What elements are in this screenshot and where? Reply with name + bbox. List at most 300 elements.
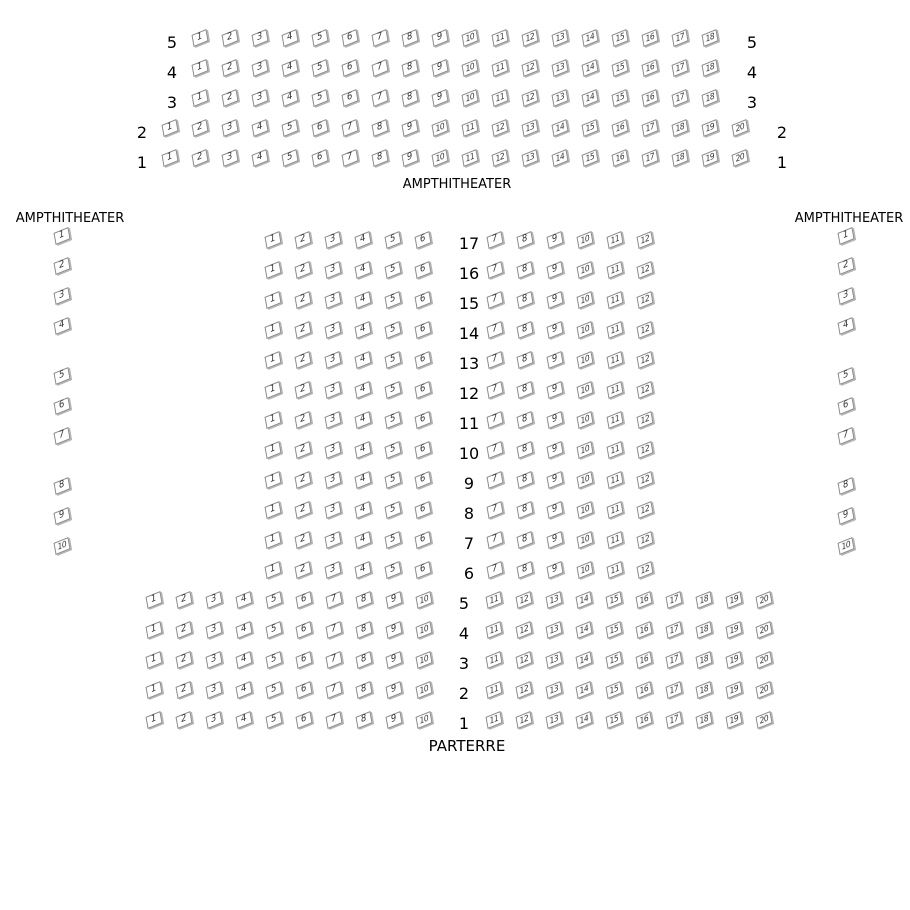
parterre-seat[interactable]: 11 bbox=[607, 411, 624, 429]
amphitheater-top-seat[interactable]: 17 bbox=[672, 29, 689, 47]
parterre-seat[interactable]: 9 bbox=[547, 261, 564, 279]
amphitheater-top-seat[interactable]: 3 bbox=[222, 149, 239, 167]
amphitheater-top-seat[interactable]: 6 bbox=[312, 119, 329, 137]
parterre-seat[interactable]: 3 bbox=[325, 501, 342, 519]
amphitheater-top-seat[interactable]: 10 bbox=[462, 89, 479, 107]
parterre-seat[interactable]: 13 bbox=[546, 711, 563, 729]
parterre-seat[interactable]: 17 bbox=[666, 651, 683, 669]
amphitheater-top-seat[interactable]: 13 bbox=[552, 29, 569, 47]
parterre-seat[interactable]: 19 bbox=[726, 651, 743, 669]
amphitheater-top-seat[interactable]: 14 bbox=[552, 149, 569, 167]
amphitheater-top-seat[interactable]: 4 bbox=[282, 59, 299, 77]
parterre-seat[interactable]: 16 bbox=[636, 711, 653, 729]
parterre-seat[interactable]: 9 bbox=[386, 621, 403, 639]
parterre-seat[interactable]: 10 bbox=[577, 441, 594, 459]
amphitheater-top-seat[interactable]: 15 bbox=[612, 59, 629, 77]
parterre-seat[interactable]: 9 bbox=[547, 291, 564, 309]
amphitheater-top-seat[interactable]: 6 bbox=[312, 149, 329, 167]
parterre-seat[interactable]: 18 bbox=[696, 621, 713, 639]
parterre-seat[interactable]: 18 bbox=[696, 651, 713, 669]
parterre-seat[interactable]: 11 bbox=[607, 531, 624, 549]
parterre-seat[interactable]: 12 bbox=[516, 621, 533, 639]
parterre-seat[interactable]: 14 bbox=[576, 621, 593, 639]
parterre-seat[interactable]: 1 bbox=[265, 381, 282, 399]
parterre-seat[interactable]: 2 bbox=[295, 531, 312, 549]
amphitheater-top-seat[interactable]: 18 bbox=[702, 59, 719, 77]
parterre-seat[interactable]: 5 bbox=[385, 471, 402, 489]
parterre-seat[interactable]: 12 bbox=[637, 501, 654, 519]
parterre-seat[interactable]: 4 bbox=[355, 561, 372, 579]
amphitheater-top-seat[interactable]: 9 bbox=[432, 59, 449, 77]
parterre-seat[interactable]: 20 bbox=[756, 711, 773, 729]
parterre-seat[interactable]: 1 bbox=[146, 711, 163, 729]
parterre-seat[interactable]: 11 bbox=[607, 321, 624, 339]
parterre-seat[interactable]: 8 bbox=[356, 651, 373, 669]
parterre-seat[interactable]: 5 bbox=[385, 501, 402, 519]
parterre-seat[interactable]: 10 bbox=[577, 411, 594, 429]
amphitheater-top-seat[interactable]: 19 bbox=[702, 149, 719, 167]
amphitheater-right-seat[interactable]: 3 bbox=[838, 287, 855, 305]
amphitheater-top-seat[interactable]: 9 bbox=[432, 29, 449, 47]
parterre-seat[interactable]: 4 bbox=[355, 471, 372, 489]
parterre-seat[interactable]: 9 bbox=[547, 411, 564, 429]
parterre-seat[interactable]: 9 bbox=[547, 471, 564, 489]
parterre-seat[interactable]: 10 bbox=[577, 531, 594, 549]
parterre-seat[interactable]: 5 bbox=[385, 321, 402, 339]
parterre-seat[interactable]: 8 bbox=[356, 681, 373, 699]
parterre-seat[interactable]: 6 bbox=[415, 291, 432, 309]
parterre-seat[interactable]: 18 bbox=[696, 711, 713, 729]
parterre-seat[interactable]: 3 bbox=[206, 591, 223, 609]
parterre-seat[interactable]: 20 bbox=[756, 621, 773, 639]
parterre-seat[interactable]: 8 bbox=[517, 351, 534, 369]
amphitheater-top-seat[interactable]: 5 bbox=[312, 89, 329, 107]
amphitheater-top-seat[interactable]: 19 bbox=[702, 119, 719, 137]
parterre-seat[interactable]: 8 bbox=[517, 471, 534, 489]
parterre-seat[interactable]: 18 bbox=[696, 591, 713, 609]
amphitheater-top-seat[interactable]: 2 bbox=[222, 89, 239, 107]
parterre-seat[interactable]: 3 bbox=[325, 261, 342, 279]
amphitheater-top-seat[interactable]: 7 bbox=[342, 149, 359, 167]
parterre-seat[interactable]: 3 bbox=[325, 471, 342, 489]
parterre-seat[interactable]: 10 bbox=[577, 501, 594, 519]
amphitheater-top-seat[interactable]: 7 bbox=[372, 89, 389, 107]
parterre-seat[interactable]: 7 bbox=[487, 501, 504, 519]
parterre-seat[interactable]: 7 bbox=[487, 471, 504, 489]
parterre-seat[interactable]: 1 bbox=[265, 531, 282, 549]
parterre-seat[interactable]: 4 bbox=[355, 351, 372, 369]
parterre-seat[interactable]: 12 bbox=[516, 681, 533, 699]
amphitheater-top-seat[interactable]: 16 bbox=[612, 119, 629, 137]
amphitheater-top-seat[interactable]: 18 bbox=[702, 89, 719, 107]
parterre-seat[interactable]: 3 bbox=[206, 651, 223, 669]
amphitheater-left-seat[interactable]: 6 bbox=[54, 397, 71, 415]
parterre-seat[interactable]: 9 bbox=[386, 651, 403, 669]
amphitheater-top-seat[interactable]: 11 bbox=[492, 59, 509, 77]
parterre-seat[interactable]: 16 bbox=[636, 681, 653, 699]
parterre-seat[interactable]: 10 bbox=[577, 561, 594, 579]
amphitheater-top-seat[interactable]: 17 bbox=[642, 119, 659, 137]
parterre-seat[interactable]: 4 bbox=[236, 711, 253, 729]
amphitheater-top-seat[interactable]: 18 bbox=[702, 29, 719, 47]
parterre-seat[interactable]: 6 bbox=[296, 621, 313, 639]
parterre-seat[interactable]: 3 bbox=[206, 621, 223, 639]
parterre-seat[interactable]: 14 bbox=[576, 591, 593, 609]
parterre-seat[interactable]: 20 bbox=[756, 651, 773, 669]
amphitheater-top-seat[interactable]: 10 bbox=[432, 149, 449, 167]
parterre-seat[interactable]: 12 bbox=[637, 531, 654, 549]
parterre-seat[interactable]: 2 bbox=[295, 471, 312, 489]
parterre-seat[interactable]: 4 bbox=[355, 321, 372, 339]
parterre-seat[interactable]: 4 bbox=[236, 651, 253, 669]
parterre-seat[interactable]: 1 bbox=[265, 261, 282, 279]
amphitheater-top-seat[interactable]: 9 bbox=[402, 119, 419, 137]
parterre-seat[interactable]: 1 bbox=[265, 231, 282, 249]
parterre-seat[interactable]: 6 bbox=[415, 441, 432, 459]
parterre-seat[interactable]: 7 bbox=[326, 621, 343, 639]
parterre-seat[interactable]: 2 bbox=[176, 681, 193, 699]
parterre-seat[interactable]: 7 bbox=[326, 681, 343, 699]
amphitheater-top-seat[interactable]: 1 bbox=[192, 89, 209, 107]
parterre-seat[interactable]: 6 bbox=[296, 711, 313, 729]
amphitheater-top-seat[interactable]: 1 bbox=[162, 119, 179, 137]
amphitheater-top-seat[interactable]: 12 bbox=[522, 89, 539, 107]
parterre-seat[interactable]: 5 bbox=[385, 231, 402, 249]
parterre-seat[interactable]: 5 bbox=[385, 261, 402, 279]
parterre-seat[interactable]: 7 bbox=[326, 651, 343, 669]
amphitheater-top-seat[interactable]: 13 bbox=[522, 149, 539, 167]
parterre-seat[interactable]: 3 bbox=[325, 561, 342, 579]
parterre-seat[interactable]: 5 bbox=[385, 351, 402, 369]
parterre-seat[interactable]: 8 bbox=[517, 501, 534, 519]
amphitheater-top-seat[interactable]: 7 bbox=[342, 119, 359, 137]
parterre-seat[interactable]: 6 bbox=[415, 561, 432, 579]
parterre-seat[interactable]: 1 bbox=[265, 291, 282, 309]
amphitheater-right-seat[interactable]: 6 bbox=[838, 397, 855, 415]
parterre-seat[interactable]: 10 bbox=[577, 471, 594, 489]
amphitheater-top-seat[interactable]: 11 bbox=[462, 119, 479, 137]
parterre-seat[interactable]: 10 bbox=[577, 351, 594, 369]
parterre-seat[interactable]: 15 bbox=[606, 591, 623, 609]
parterre-seat[interactable]: 3 bbox=[325, 441, 342, 459]
parterre-seat[interactable]: 4 bbox=[355, 261, 372, 279]
parterre-seat[interactable]: 2 bbox=[176, 711, 193, 729]
amphitheater-left-seat[interactable]: 3 bbox=[54, 287, 71, 305]
parterre-seat[interactable]: 7 bbox=[487, 441, 504, 459]
parterre-seat[interactable]: 10 bbox=[416, 621, 433, 639]
parterre-seat[interactable]: 1 bbox=[265, 561, 282, 579]
parterre-seat[interactable]: 6 bbox=[415, 471, 432, 489]
parterre-seat[interactable]: 11 bbox=[607, 291, 624, 309]
amphitheater-top-seat[interactable]: 5 bbox=[312, 29, 329, 47]
parterre-seat[interactable]: 16 bbox=[636, 591, 653, 609]
parterre-seat[interactable]: 11 bbox=[607, 261, 624, 279]
amphitheater-top-seat[interactable]: 3 bbox=[252, 29, 269, 47]
amphitheater-top-seat[interactable]: 13 bbox=[552, 59, 569, 77]
parterre-seat[interactable]: 6 bbox=[415, 501, 432, 519]
amphitheater-left-seat[interactable]: 5 bbox=[54, 367, 71, 385]
amphitheater-right-seat[interactable]: 5 bbox=[838, 367, 855, 385]
parterre-seat[interactable]: 5 bbox=[385, 441, 402, 459]
amphitheater-top-seat[interactable]: 3 bbox=[252, 59, 269, 77]
parterre-seat[interactable]: 12 bbox=[516, 591, 533, 609]
amphitheater-top-seat[interactable]: 14 bbox=[552, 119, 569, 137]
parterre-seat[interactable]: 20 bbox=[756, 681, 773, 699]
amphitheater-top-seat[interactable]: 5 bbox=[312, 59, 329, 77]
parterre-seat[interactable]: 19 bbox=[726, 621, 743, 639]
amphitheater-top-seat[interactable]: 8 bbox=[402, 29, 419, 47]
parterre-seat[interactable]: 15 bbox=[606, 651, 623, 669]
amphitheater-top-seat[interactable]: 6 bbox=[342, 89, 359, 107]
parterre-seat[interactable]: 11 bbox=[607, 351, 624, 369]
parterre-seat[interactable]: 19 bbox=[726, 591, 743, 609]
parterre-seat[interactable]: 7 bbox=[487, 351, 504, 369]
parterre-seat[interactable]: 6 bbox=[296, 591, 313, 609]
parterre-seat[interactable]: 7 bbox=[487, 531, 504, 549]
parterre-seat[interactable]: 8 bbox=[517, 231, 534, 249]
amphitheater-top-seat[interactable]: 2 bbox=[222, 29, 239, 47]
amphitheater-top-seat[interactable]: 15 bbox=[582, 119, 599, 137]
parterre-seat[interactable]: 10 bbox=[577, 261, 594, 279]
parterre-seat[interactable]: 7 bbox=[326, 591, 343, 609]
parterre-seat[interactable]: 17 bbox=[666, 621, 683, 639]
parterre-seat[interactable]: 3 bbox=[206, 711, 223, 729]
amphitheater-top-seat[interactable]: 13 bbox=[522, 119, 539, 137]
parterre-seat[interactable]: 2 bbox=[176, 621, 193, 639]
amphitheater-top-seat[interactable]: 16 bbox=[642, 29, 659, 47]
amphitheater-top-seat[interactable]: 7 bbox=[372, 29, 389, 47]
amphitheater-top-seat[interactable]: 12 bbox=[522, 29, 539, 47]
parterre-seat[interactable]: 14 bbox=[576, 651, 593, 669]
parterre-seat[interactable]: 3 bbox=[325, 411, 342, 429]
parterre-seat[interactable]: 10 bbox=[416, 651, 433, 669]
amphitheater-right-seat[interactable]: 8 bbox=[838, 477, 855, 495]
parterre-seat[interactable]: 12 bbox=[637, 321, 654, 339]
parterre-seat[interactable]: 7 bbox=[487, 291, 504, 309]
parterre-seat[interactable]: 13 bbox=[546, 591, 563, 609]
amphitheater-top-seat[interactable]: 12 bbox=[492, 119, 509, 137]
parterre-seat[interactable]: 2 bbox=[295, 231, 312, 249]
parterre-seat[interactable]: 19 bbox=[726, 711, 743, 729]
amphitheater-right-seat[interactable]: 10 bbox=[838, 537, 855, 555]
parterre-seat[interactable]: 5 bbox=[385, 381, 402, 399]
amphitheater-right-seat[interactable]: 4 bbox=[838, 317, 855, 335]
parterre-seat[interactable]: 7 bbox=[487, 561, 504, 579]
amphitheater-top-seat[interactable]: 16 bbox=[642, 59, 659, 77]
parterre-seat[interactable]: 7 bbox=[326, 711, 343, 729]
parterre-seat[interactable]: 6 bbox=[415, 231, 432, 249]
parterre-seat[interactable]: 1 bbox=[146, 591, 163, 609]
parterre-seat[interactable]: 5 bbox=[385, 411, 402, 429]
amphitheater-top-seat[interactable]: 12 bbox=[492, 149, 509, 167]
amphitheater-left-seat[interactable]: 4 bbox=[54, 317, 71, 335]
parterre-seat[interactable]: 12 bbox=[637, 441, 654, 459]
parterre-seat[interactable]: 15 bbox=[606, 621, 623, 639]
amphitheater-top-seat[interactable]: 8 bbox=[372, 119, 389, 137]
amphitheater-top-seat[interactable]: 5 bbox=[282, 119, 299, 137]
parterre-seat[interactable]: 1 bbox=[265, 321, 282, 339]
parterre-seat[interactable]: 4 bbox=[355, 411, 372, 429]
parterre-seat[interactable]: 10 bbox=[577, 231, 594, 249]
parterre-seat[interactable]: 13 bbox=[546, 651, 563, 669]
parterre-seat[interactable]: 9 bbox=[547, 381, 564, 399]
parterre-seat[interactable]: 11 bbox=[607, 561, 624, 579]
parterre-seat[interactable]: 7 bbox=[487, 381, 504, 399]
amphitheater-top-seat[interactable]: 18 bbox=[672, 149, 689, 167]
parterre-seat[interactable]: 2 bbox=[295, 441, 312, 459]
amphitheater-top-seat[interactable]: 5 bbox=[282, 149, 299, 167]
parterre-seat[interactable]: 5 bbox=[385, 561, 402, 579]
amphitheater-top-seat[interactable]: 13 bbox=[552, 89, 569, 107]
parterre-seat[interactable]: 4 bbox=[355, 531, 372, 549]
amphitheater-top-seat[interactable]: 11 bbox=[492, 29, 509, 47]
amphitheater-right-seat[interactable]: 1 bbox=[838, 227, 855, 245]
parterre-seat[interactable]: 1 bbox=[146, 621, 163, 639]
amphitheater-top-seat[interactable]: 4 bbox=[282, 89, 299, 107]
amphitheater-top-seat[interactable]: 15 bbox=[612, 29, 629, 47]
parterre-seat[interactable]: 5 bbox=[266, 621, 283, 639]
parterre-seat[interactable]: 2 bbox=[295, 291, 312, 309]
amphitheater-left-seat[interactable]: 8 bbox=[54, 477, 71, 495]
parterre-seat[interactable]: 2 bbox=[176, 591, 193, 609]
amphitheater-top-seat[interactable]: 3 bbox=[252, 89, 269, 107]
parterre-seat[interactable]: 7 bbox=[487, 261, 504, 279]
parterre-seat[interactable]: 12 bbox=[516, 651, 533, 669]
amphitheater-top-seat[interactable]: 14 bbox=[582, 59, 599, 77]
parterre-seat[interactable]: 8 bbox=[356, 711, 373, 729]
parterre-seat[interactable]: 11 bbox=[486, 681, 503, 699]
parterre-seat[interactable]: 4 bbox=[236, 681, 253, 699]
parterre-seat[interactable]: 6 bbox=[415, 411, 432, 429]
parterre-seat[interactable]: 16 bbox=[636, 621, 653, 639]
parterre-seat[interactable]: 2 bbox=[295, 321, 312, 339]
amphitheater-top-seat[interactable]: 17 bbox=[672, 59, 689, 77]
parterre-seat[interactable]: 3 bbox=[206, 681, 223, 699]
parterre-seat[interactable]: 9 bbox=[386, 591, 403, 609]
parterre-seat[interactable]: 10 bbox=[577, 291, 594, 309]
parterre-seat[interactable]: 3 bbox=[325, 291, 342, 309]
amphitheater-top-seat[interactable]: 7 bbox=[372, 59, 389, 77]
amphitheater-top-seat[interactable]: 10 bbox=[432, 119, 449, 137]
amphitheater-top-seat[interactable]: 6 bbox=[342, 29, 359, 47]
parterre-seat[interactable]: 6 bbox=[415, 531, 432, 549]
parterre-seat[interactable]: 8 bbox=[517, 261, 534, 279]
parterre-seat[interactable]: 2 bbox=[176, 651, 193, 669]
parterre-seat[interactable]: 6 bbox=[415, 261, 432, 279]
amphitheater-top-seat[interactable]: 2 bbox=[192, 119, 209, 137]
parterre-seat[interactable]: 11 bbox=[486, 711, 503, 729]
parterre-seat[interactable]: 7 bbox=[487, 231, 504, 249]
parterre-seat[interactable]: 18 bbox=[696, 681, 713, 699]
parterre-seat[interactable]: 19 bbox=[726, 681, 743, 699]
amphitheater-top-seat[interactable]: 2 bbox=[192, 149, 209, 167]
parterre-seat[interactable]: 13 bbox=[546, 681, 563, 699]
amphitheater-top-seat[interactable]: 8 bbox=[402, 89, 419, 107]
parterre-seat[interactable]: 8 bbox=[517, 441, 534, 459]
parterre-seat[interactable]: 12 bbox=[637, 291, 654, 309]
amphitheater-top-seat[interactable]: 17 bbox=[642, 149, 659, 167]
parterre-seat[interactable]: 11 bbox=[486, 651, 503, 669]
parterre-seat[interactable]: 7 bbox=[487, 411, 504, 429]
amphitheater-top-seat[interactable]: 14 bbox=[582, 89, 599, 107]
parterre-seat[interactable]: 1 bbox=[265, 411, 282, 429]
parterre-seat[interactable]: 8 bbox=[517, 561, 534, 579]
amphitheater-top-seat[interactable]: 20 bbox=[732, 149, 749, 167]
parterre-seat[interactable]: 9 bbox=[547, 231, 564, 249]
parterre-seat[interactable]: 9 bbox=[386, 711, 403, 729]
parterre-seat[interactable]: 10 bbox=[416, 591, 433, 609]
amphitheater-left-seat[interactable]: 9 bbox=[54, 507, 71, 525]
parterre-seat[interactable]: 11 bbox=[607, 501, 624, 519]
parterre-seat[interactable]: 5 bbox=[266, 681, 283, 699]
parterre-seat[interactable]: 9 bbox=[547, 561, 564, 579]
amphitheater-top-seat[interactable]: 10 bbox=[462, 59, 479, 77]
parterre-seat[interactable]: 8 bbox=[517, 381, 534, 399]
parterre-seat[interactable]: 5 bbox=[385, 291, 402, 309]
parterre-seat[interactable]: 9 bbox=[547, 351, 564, 369]
parterre-seat[interactable]: 12 bbox=[637, 411, 654, 429]
parterre-seat[interactable]: 12 bbox=[637, 561, 654, 579]
parterre-seat[interactable]: 12 bbox=[516, 711, 533, 729]
parterre-seat[interactable]: 4 bbox=[355, 501, 372, 519]
parterre-seat[interactable]: 3 bbox=[325, 321, 342, 339]
parterre-seat[interactable]: 8 bbox=[356, 621, 373, 639]
parterre-seat[interactable]: 5 bbox=[266, 651, 283, 669]
parterre-seat[interactable]: 9 bbox=[547, 531, 564, 549]
amphitheater-top-seat[interactable]: 4 bbox=[252, 149, 269, 167]
parterre-seat[interactable]: 16 bbox=[636, 651, 653, 669]
amphitheater-top-seat[interactable]: 4 bbox=[282, 29, 299, 47]
parterre-seat[interactable]: 6 bbox=[415, 351, 432, 369]
amphitheater-top-seat[interactable]: 15 bbox=[612, 89, 629, 107]
parterre-seat[interactable]: 15 bbox=[606, 681, 623, 699]
parterre-seat[interactable]: 11 bbox=[486, 621, 503, 639]
parterre-seat[interactable]: 11 bbox=[486, 591, 503, 609]
parterre-seat[interactable]: 9 bbox=[386, 681, 403, 699]
parterre-seat[interactable]: 6 bbox=[296, 681, 313, 699]
amphitheater-top-seat[interactable]: 14 bbox=[582, 29, 599, 47]
parterre-seat[interactable]: 10 bbox=[577, 321, 594, 339]
parterre-seat[interactable]: 1 bbox=[265, 471, 282, 489]
parterre-seat[interactable]: 3 bbox=[325, 351, 342, 369]
amphitheater-top-seat[interactable]: 11 bbox=[462, 149, 479, 167]
parterre-seat[interactable]: 10 bbox=[416, 681, 433, 699]
parterre-seat[interactable]: 8 bbox=[517, 291, 534, 309]
parterre-seat[interactable]: 5 bbox=[385, 531, 402, 549]
parterre-seat[interactable]: 9 bbox=[547, 441, 564, 459]
parterre-seat[interactable]: 10 bbox=[577, 381, 594, 399]
amphitheater-top-seat[interactable]: 1 bbox=[192, 29, 209, 47]
parterre-seat[interactable]: 8 bbox=[517, 531, 534, 549]
amphitheater-top-seat[interactable]: 9 bbox=[402, 149, 419, 167]
parterre-seat[interactable]: 11 bbox=[607, 471, 624, 489]
parterre-seat[interactable]: 3 bbox=[325, 231, 342, 249]
parterre-seat[interactable]: 6 bbox=[415, 321, 432, 339]
parterre-seat[interactable]: 2 bbox=[295, 411, 312, 429]
parterre-seat[interactable]: 12 bbox=[637, 351, 654, 369]
parterre-seat[interactable]: 12 bbox=[637, 471, 654, 489]
parterre-seat[interactable]: 14 bbox=[576, 681, 593, 699]
amphitheater-top-seat[interactable]: 18 bbox=[672, 119, 689, 137]
amphitheater-top-seat[interactable]: 8 bbox=[372, 149, 389, 167]
parterre-seat[interactable]: 11 bbox=[607, 441, 624, 459]
amphitheater-left-seat[interactable]: 7 bbox=[54, 427, 71, 445]
parterre-seat[interactable]: 4 bbox=[236, 591, 253, 609]
amphitheater-top-seat[interactable]: 3 bbox=[222, 119, 239, 137]
amphitheater-left-seat[interactable]: 2 bbox=[54, 257, 71, 275]
amphitheater-top-seat[interactable]: 1 bbox=[162, 149, 179, 167]
parterre-seat[interactable]: 4 bbox=[355, 291, 372, 309]
